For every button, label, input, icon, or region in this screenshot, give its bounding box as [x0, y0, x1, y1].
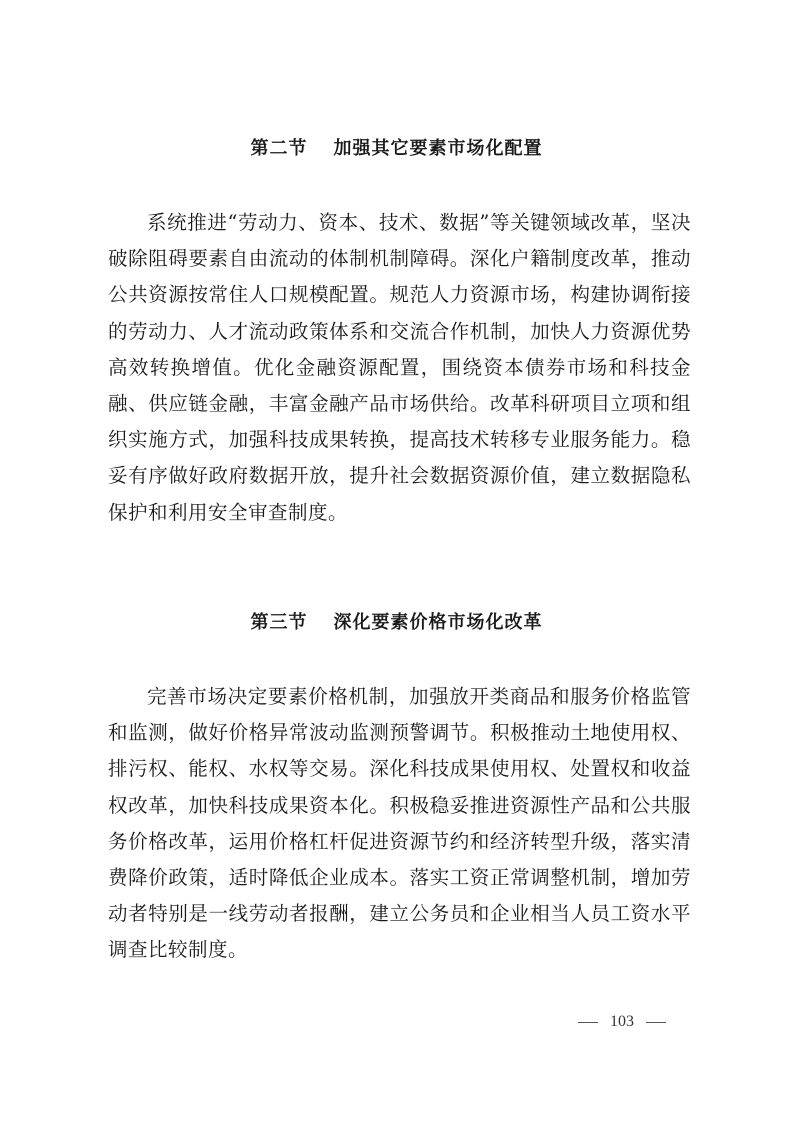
- section-title: 加强其它要素市场化配置: [333, 138, 543, 159]
- section-number: 第三节: [250, 612, 308, 633]
- section-body-3: 完善市场决定要素价格机制，加强放开类商品和服务价格监管和监测，做好价格异常波动监测预警调节。积极推动土地使用权、排污权、能权、水权等交易。深化科技成果使用权、处置权和收益权改革，加快科技成果资本化。积极稳妥推进资源性产品和公共服务价格改革，运用价格杠杆促进资源节约和经济转型升级，落实清费降价政策，适时降低企业成本。落实工资正常调整机制，增加劳动者特别是一线劳动者报酬，建立公务员和企业相当人员工资水平调查比较制度。: [108, 685, 691, 962]
- section-heading-3: [0, 608, 793, 634]
- section-heading-2: [0, 134, 793, 160]
- section-number: 第二节: [250, 138, 308, 159]
- footer-dash-right: [646, 1022, 666, 1023]
- page-footer: [578, 1013, 666, 1031]
- section-body-2: 系统推进“劳动力、资本、技术、数据”等关键领域改革，坚决破除阻碍要素自由流动的体制机制障碍。深化户籍制度改革，推动公共资源按常住人口规模配置。规范人力资源市场，构建协调衔接的劳动力、人才流动政策体系和交流合作机制，加快人力资源优势高效转换增值。优化金融资源配置，围绕资本债券市场和科技金融、供应链金融，丰富金融产品市场供给。改革科研项目立项和组织实施方式，加强科技成果转换，提高技术转移专业服务能力。稳妥有序做好政府数据开放，提升社会数据资源价值，建立数据隐私保护和利用安全审查制度。: [108, 211, 691, 524]
- footer-dash-left: [578, 1022, 598, 1023]
- page-number: 103: [610, 1013, 634, 1030]
- section-title: 深化要素价格市场化改革: [333, 612, 543, 633]
